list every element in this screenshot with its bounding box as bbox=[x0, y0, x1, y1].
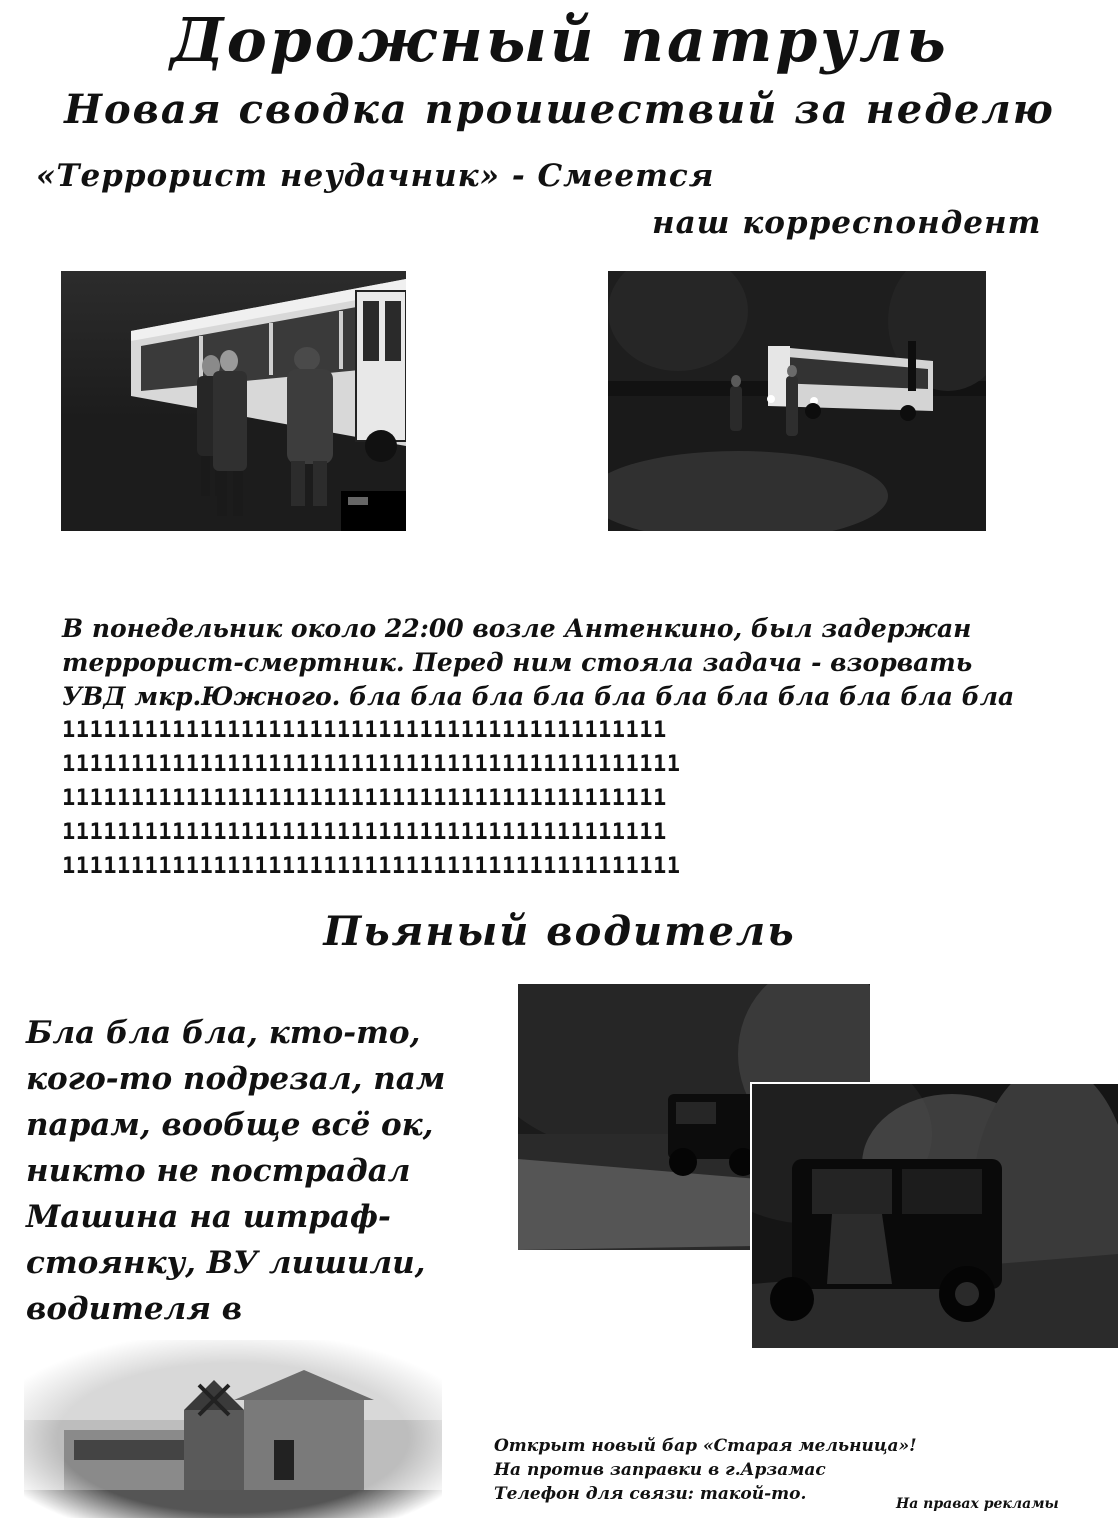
bus-arrest-photo bbox=[61, 271, 406, 531]
story1-number-line: 11111111111111111111111111111111111111111111 bbox=[62, 820, 667, 845]
story1-headline-line1: «Террорист неудачник» - Смеется bbox=[36, 158, 715, 194]
story2-body-line: кого-то подрезал, пам bbox=[26, 1061, 446, 1097]
story1-body-line: В понедельник около 22:00 возле Антенкино, был задержан bbox=[62, 614, 972, 643]
advert-line: Открыт новый бар «Старая мельница»! bbox=[494, 1436, 917, 1456]
story2-body-line: Бла бла бла, кто-то, bbox=[26, 1015, 421, 1051]
story1-body-line: террорист-смертник. Перед ним стояла задача - взорвать bbox=[62, 648, 973, 677]
advert-note: На правах рекламы bbox=[896, 1496, 1059, 1512]
advert-line: Телефон для связи: такой-то. bbox=[494, 1484, 807, 1504]
page-title: Дорожный патруль bbox=[170, 6, 949, 76]
story1-number-line: 11111111111111111111111111111111111111111111 bbox=[62, 718, 667, 743]
story1-body bbox=[62, 612, 1072, 884]
bar-mill-photo bbox=[24, 1340, 442, 1518]
page-subtitle: Новая сводка проишествий за неделю bbox=[64, 86, 1055, 133]
bar-advert bbox=[494, 1434, 917, 1506]
story1-number-line: 111111111111111111111111111111111111111111111 bbox=[62, 854, 681, 879]
story2-body bbox=[26, 1010, 516, 1378]
story2-body-line: стоянку, ВУ лишили, bbox=[26, 1245, 426, 1281]
story1-number-line: 11111111111111111111111111111111111111111111 bbox=[62, 786, 667, 811]
story2-body-line: Машина на штраф- bbox=[26, 1199, 391, 1235]
suv-crash-photo bbox=[752, 1084, 1118, 1348]
story1-number-line: 111111111111111111111111111111111111111111111 bbox=[62, 752, 681, 777]
story2-headline: Пьяный водитель bbox=[323, 908, 796, 955]
bus-night-photo bbox=[608, 271, 986, 531]
story2-body-line: никто не пострадал bbox=[26, 1153, 411, 1189]
story2-body-line: парам, вообще всё ок, bbox=[26, 1107, 434, 1143]
story1-headline-line2: наш корреспондент bbox=[652, 205, 1042, 241]
story2-body-line: водителя в bbox=[26, 1291, 243, 1327]
advert-line: На против заправки в г.Арзамас bbox=[494, 1460, 826, 1480]
story1-body-line: УВД мкр.Южного. бла бла бла бла бла бла бла бла бла бла бла bbox=[62, 682, 1015, 711]
